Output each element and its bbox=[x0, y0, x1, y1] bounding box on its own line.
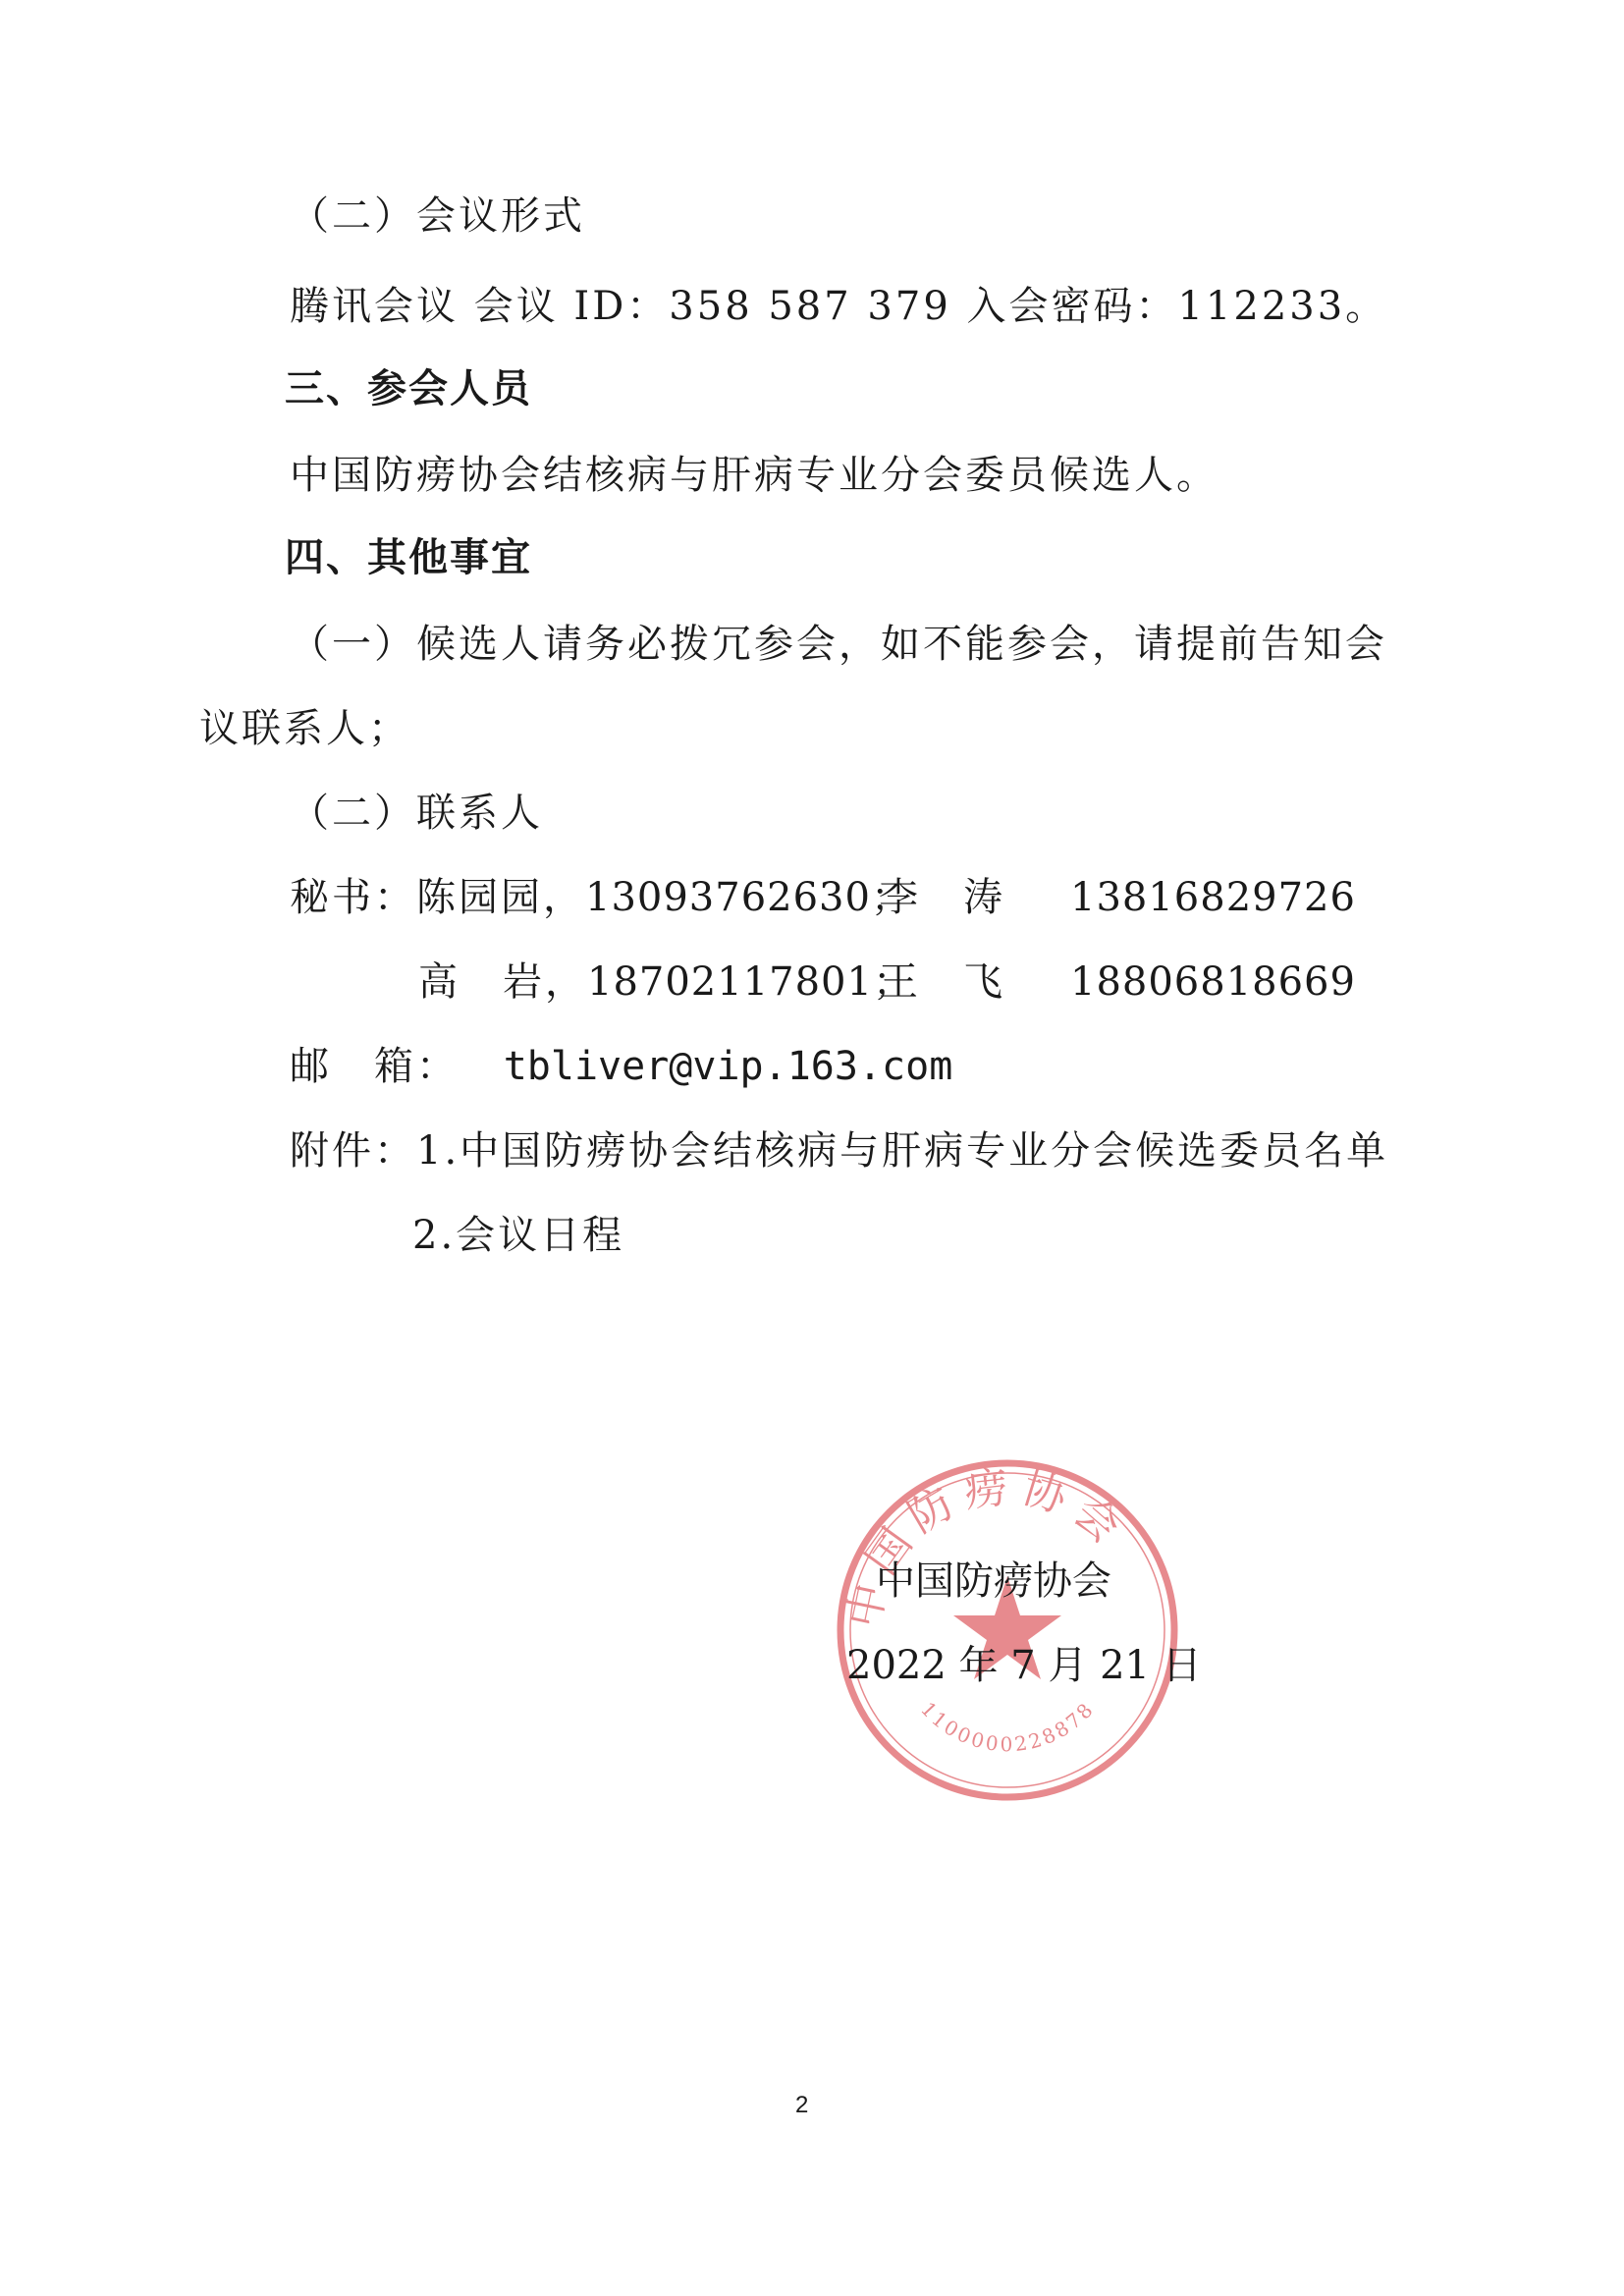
page-number: 2 bbox=[795, 2092, 809, 2118]
contact-subheading: （二）联系人 bbox=[290, 791, 543, 836]
contact-phone: 13816829726 bbox=[1070, 875, 1356, 920]
contact-phone: 13093762630； bbox=[585, 875, 911, 920]
official-seal bbox=[831, 1453, 1184, 1807]
signature-org: 中国防痨协会 bbox=[876, 1558, 1111, 1604]
contact-name: 高 岩， bbox=[418, 959, 587, 1005]
attendees-heading: 三、参会人员 bbox=[285, 366, 532, 411]
other-item1-line1: （一）候选人请务必拨冗参会，如不能参会，请提前告知会 bbox=[290, 622, 1387, 667]
secretary-row-1 bbox=[290, 874, 1370, 921]
other-item1-line2: 议联系人； bbox=[199, 706, 410, 751]
contact-name: 李 涛 bbox=[879, 875, 1005, 920]
seal-arc-text: 中国防痨协会 bbox=[839, 1461, 1137, 1632]
signature-date: 2022 年 7 月 21 日 bbox=[846, 1643, 1202, 1688]
meeting-id-line: 腾讯会议 会议 ID：358 587 379 入会密码：112233。 bbox=[290, 284, 1388, 329]
email-label: 邮 箱： bbox=[290, 1044, 459, 1089]
email-row bbox=[290, 1043, 952, 1090]
email-address: tbliver@vip.163.com bbox=[503, 1044, 953, 1089]
secretary-label: 秘书： bbox=[290, 875, 416, 920]
meeting-format-subheading: （二）会议形式 bbox=[290, 193, 585, 239]
contact-phone: 18806818669 bbox=[1070, 959, 1356, 1005]
seal-number: 1100000228878 bbox=[916, 1696, 1100, 1757]
attachment-row-1 bbox=[290, 1127, 1388, 1175]
attachment-label: 附件： bbox=[290, 1128, 416, 1174]
contact-name: 陈园园， bbox=[416, 875, 585, 920]
attendees-body: 中国防痨协会结核病与肝病专业分会委员候选人。 bbox=[290, 453, 1218, 498]
contact-phone: 18702117801； bbox=[587, 959, 913, 1005]
attachment-row-2: 2.会议日程 bbox=[412, 1213, 625, 1258]
secretary-row-2 bbox=[418, 958, 1400, 1006]
contact-name: 王 飞 bbox=[879, 959, 1005, 1005]
attachment-item: 1.中国防痨协会结核病与肝病专业分会候选委员名单 bbox=[416, 1128, 1389, 1174]
other-matters-heading: 四、其他事宜 bbox=[285, 535, 532, 580]
